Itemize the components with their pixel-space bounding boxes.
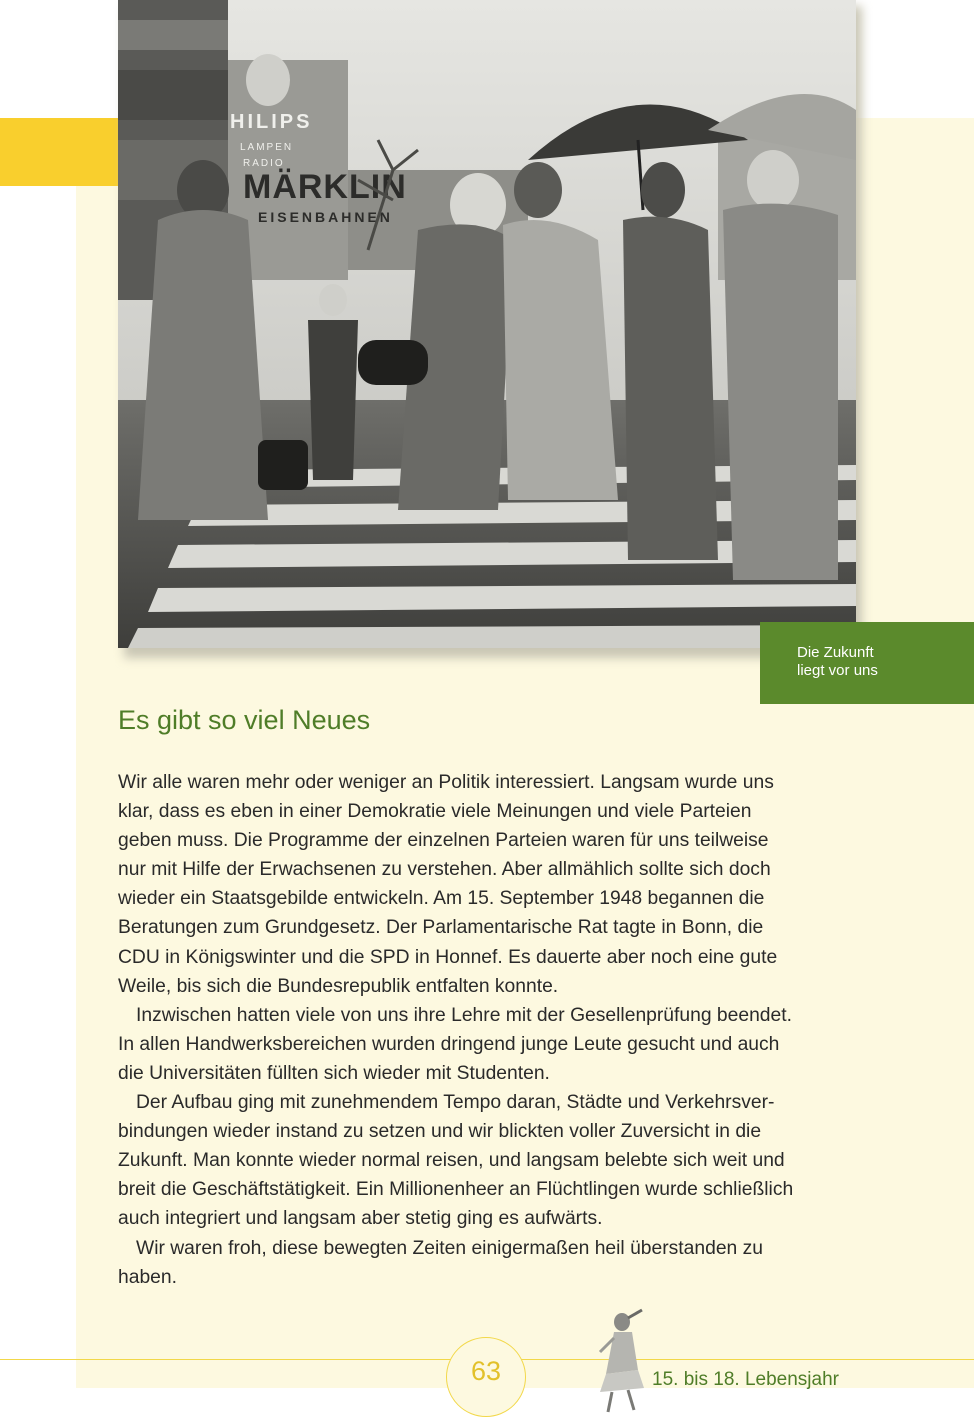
caption-line-2: liegt vor uns bbox=[797, 662, 878, 679]
dancing-girl-figure bbox=[588, 1308, 650, 1417]
sign-maerklin: MÄRKLIN bbox=[243, 168, 407, 206]
footer-section-label: 15. bis 18. Lebensjahr bbox=[652, 1369, 839, 1390]
street-crossing-photo bbox=[118, 0, 856, 648]
body-line: breit die Geschäftstätigkeit. Ein Millionenheer an Flüchtlingen wurde schließlich bbox=[118, 1179, 794, 1201]
body-line: Inzwischen hatten viele von uns ihre Lehre mit der Gesellenprüfung beendet. bbox=[136, 1004, 792, 1026]
body-line: Der Aufbau ging mit zunehmendem Tempo daran, Städte und Verkehrsver- bbox=[136, 1092, 775, 1114]
body-text bbox=[118, 768, 858, 1292]
photo-caption-box bbox=[760, 622, 974, 704]
sign-radio: RADIO bbox=[243, 158, 285, 169]
body-line: Weile, bis sich die Bundesrepublik entfalten konnte. bbox=[118, 975, 559, 997]
body-line: In allen Handwerksbereichen wurden dringend junge Leute gesucht und auch bbox=[118, 1033, 780, 1055]
body-line: CDU in Königswinter und die SPD in Honnef. Es dauerte aber noch eine gute bbox=[118, 946, 778, 968]
body-line: Wir alle waren mehr oder weniger an Politik interessiert. Langsam wurde uns bbox=[118, 772, 774, 793]
body-line: die Universitäten füllten sich wieder mit Studenten. bbox=[118, 1062, 550, 1084]
sign-lampen: LAMPEN bbox=[240, 142, 294, 153]
page-number: 63 bbox=[470, 1356, 502, 1386]
body-line: wieder ein Staatsgebilde entwickeln. Am 15. September 1948 begannen die bbox=[118, 888, 765, 910]
yellow-accent-tab bbox=[0, 118, 118, 186]
body-line: Wir waren froh, diese bewegten Zeiten einigermaßen heil überstanden zu bbox=[136, 1237, 763, 1259]
body-line: klar, dass es eben in einer Demokratie viele Meinungen und viele Parteien bbox=[118, 801, 752, 823]
sign-philips: HILIPS bbox=[230, 111, 313, 133]
body-line: Zukunft. Man konnte wieder normal reisen, und langsam belebte sich weit und bbox=[118, 1150, 785, 1172]
sign-eisenbahn: EISENBAHNEN bbox=[258, 209, 393, 225]
section-heading: Es gibt so viel Neues bbox=[118, 705, 371, 735]
body-line: haben. bbox=[118, 1266, 177, 1288]
body-line: bindungen wieder instand zu setzen und wir blickten voller Zuversicht in die bbox=[118, 1121, 762, 1143]
body-line: Beratungen zum Grundgesetz. Der Parlamentarische Rat tagte in Bonn, die bbox=[118, 917, 764, 939]
body-line: auch integriert und langsam aber stetig ging es aufwärts. bbox=[118, 1208, 603, 1230]
caption-line-1: Die Zukunft bbox=[797, 644, 874, 661]
body-line: nur mit Hilfe der Erwachsenen zu verstehen. Aber allmählich sollte sich doch bbox=[118, 859, 771, 881]
body-line: geben muss. Die Programme der einzelnen Parteien waren für uns teilweise bbox=[118, 830, 769, 852]
